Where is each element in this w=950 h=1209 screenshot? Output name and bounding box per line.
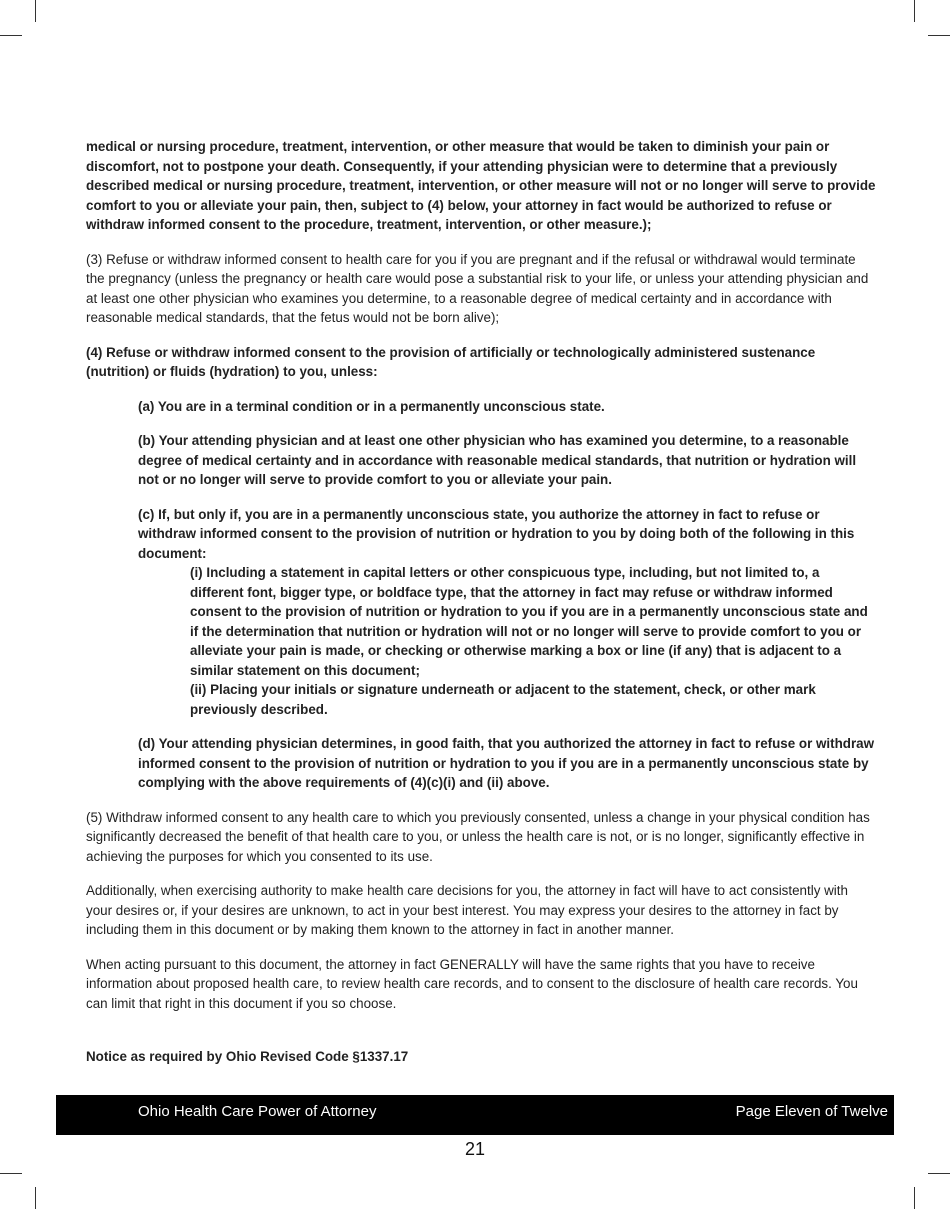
paragraph-3-pregnancy: (3) Refuse or withdraw informed consent to health care for you if you are pregnant and if the refusal or withdrawal would terminate the pregnancy (unless the pregnancy or health care would pose a substantial risk to your life, or unless your attending physician and at least one other physician who examines you determine, to a reasonable degree of medical certainty and in accordance with reasonable medical standards, that the fetus would not be born alive); — [86, 251, 869, 325]
page-number: 21 — [464, 1139, 486, 1159]
item-4b: (b) Your attending physician and at least one other physician who has examined you determine, to a reasonable degree of medical certainty and in accordance with reasonable medical standards, that nutrition or hydration will not or no longer will serve to provide comfort to you or alleviate your pain. — [138, 433, 857, 487]
crop-mark-top-right-vertical — [914, 0, 915, 22]
paragraph-rights: When acting pursuant to this document, the attorney in fact GENERALLY will have the same rights that you have to receive information about proposed health care, to review health care records, and to consent to the disclosure of health care records. You can limit that right in this document if you so choose. — [86, 956, 858, 1011]
item-4c-i: (i) Including a statement in capital letters or other conspicuous type, including, but not limited to, a different font, bigger type, or boldface type, that the attorney in fact may refuse or withdraw informed consent to the provision of nutrition or hydration to you if you are in a permanently unconscious state and if the determination that nutrition or hydration will not or no longer will serve to provide comfort to you or alleviate your pain is made, or checking or otherwise marking a box or line (if any) that is adjacent to a similar statement on this document; — [190, 565, 868, 678]
item-4d: (d) Your attending physician determines, in good faith, that you authorized the attorney in fact to refuse or withdraw informed consent to the provision of nutrition or hydration to you if you are in a permanently unconscious state by complying with the above requirements of (4)(c)(i) and (ii) above. — [138, 736, 875, 790]
footer-page-label: Page Eleven of Twelve — [735, 1103, 888, 1120]
crop-mark-top-left-vertical — [35, 0, 36, 22]
footer-bar — [56, 1095, 894, 1135]
document-body — [86, 137, 876, 1013]
item-4c: (c) If, but only if, you are in a permanently unconscious state, you authorize the attorney in fact to refuse or withdraw informed consent to the provision of nutrition or hydration to you by doing both of the following in this document: — [138, 506, 855, 561]
paragraph-additionally: Additionally, when exercising authority to make health care decisions for you, the attorney in fact will have to act consistently with your desires or, if your desires are unknown, to act in your best interest. You may express your desires to the attorney in fact by including them in this document or by making them known to the attorney in fact in another manner. — [86, 883, 848, 937]
notice-heading: Notice as required by Ohio Revised Code §1337.17 — [86, 1049, 409, 1064]
crop-mark-bottom-right-horizontal — [928, 1173, 950, 1174]
item-4c-ii: (ii) Placing your initials or signature underneath or adjacent to the statement, check, or other mark previously described. — [190, 682, 816, 717]
footer-document-title: Ohio Health Care Power of Attorney — [138, 1103, 377, 1120]
crop-mark-bottom-left-horizontal — [0, 1173, 22, 1174]
crop-mark-bottom-left-vertical — [35, 1187, 36, 1209]
paragraph-5-withdraw: (5) Withdraw informed consent to any health care to which you previously consented, unless a change in your physical condition has significantly decreased the benefit of that health care to you, or unless the health care is not, or is no longer, significantly effective in achieving the purposes for which you consented to its use. — [86, 809, 870, 864]
item-4a: (a) You are in a terminal condition or in a permanently unconscious state. — [138, 398, 605, 414]
crop-mark-top-left-horizontal — [0, 35, 22, 36]
paragraph-2-continuation: medical or nursing procedure, treatment, intervention, or other measure that would be taken to diminish your pain or discomfort, not to postpone your death. Consequently, if your attending physician were to determine that a previously described medical or nursing procedure, treatment, intervention, or other measure will not or no longer will serve to provide comfort to you or alleviate your pain, then, subject to (4) below, your attorney in fact would be authorized to refuse or withdraw informed consent to the procedure, treatment, intervention, or other measure.); — [86, 139, 876, 232]
paragraph-4-nutrition-hydration: (4) Refuse or withdraw informed consent to the provision of artificially or technologically administered sustenance (nutrition) or fluids (hydration) to you, unless: — [86, 344, 816, 379]
crop-mark-top-right-horizontal — [928, 35, 950, 36]
crop-mark-bottom-right-vertical — [914, 1187, 915, 1209]
